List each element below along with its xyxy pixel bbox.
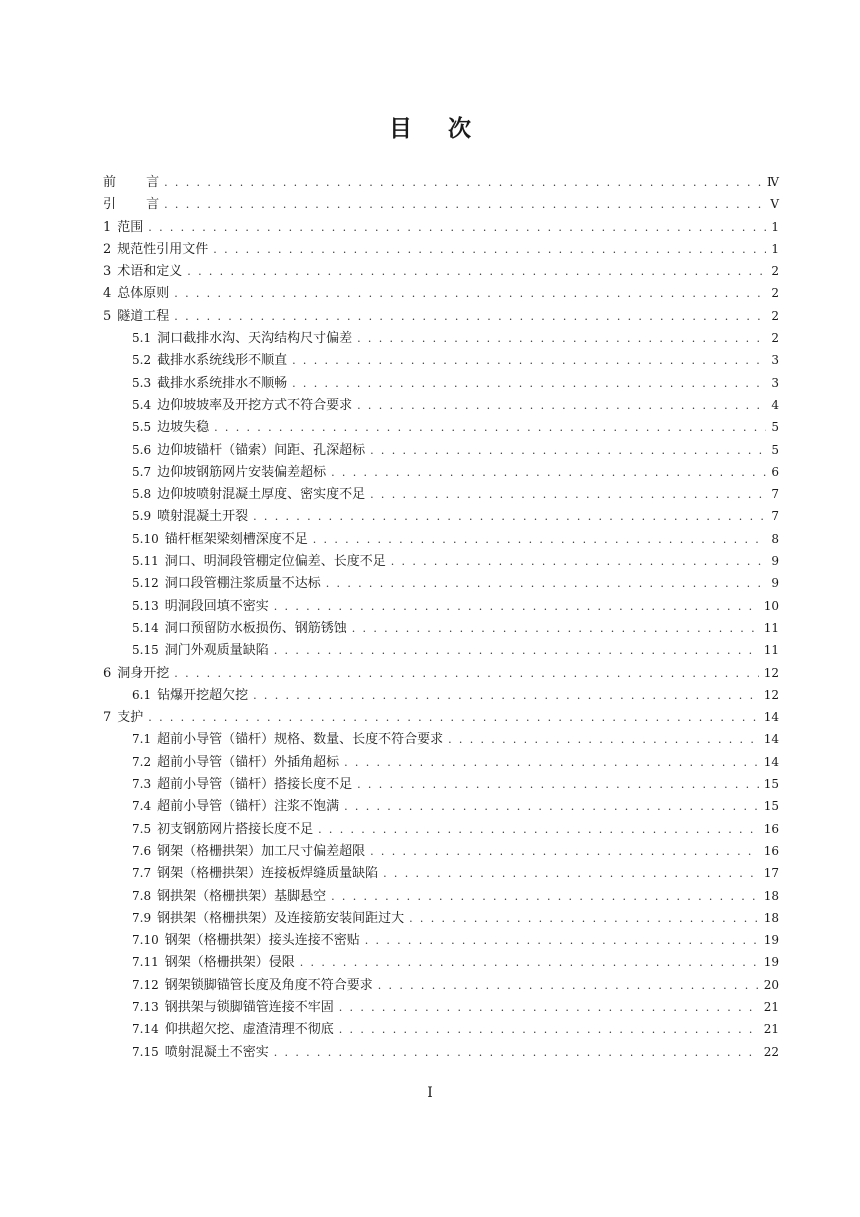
- toc-leader-dots: [318, 819, 759, 841]
- toc-leader-dots: [164, 172, 762, 194]
- toc-entry-page: 19: [763, 933, 779, 948]
- toc-entry-page: 18: [763, 888, 779, 903]
- toc-entry-label: 超前小导管（锚杆）注浆不饱满: [157, 799, 340, 815]
- toc-leader-dots: [331, 462, 766, 484]
- toc-entry-number: 5.9: [132, 509, 152, 524]
- toc-leader-dots: [378, 975, 759, 997]
- toc-entry[interactable]: [103, 305, 779, 327]
- toc-entry-number: 5.8: [132, 487, 152, 502]
- toc-entry-label: 喷射混凝土不密实: [164, 1044, 269, 1060]
- toc-entry[interactable]: [103, 684, 779, 706]
- toc-entry[interactable]: [103, 1041, 779, 1063]
- toc-entry[interactable]: [103, 505, 779, 527]
- toc-entry-label: 洞身开挖: [117, 665, 170, 681]
- toc-entry-label: 支护: [117, 710, 144, 726]
- toc-entry-number: 5.4: [132, 397, 152, 412]
- toc-leader-dots: [174, 663, 758, 685]
- toc-leader-dots: [383, 863, 759, 885]
- toc-entry-label: 总体原则: [117, 286, 170, 302]
- toc-entry[interactable]: [103, 773, 779, 795]
- toc-entry[interactable]: [103, 595, 779, 617]
- toc-leader-dots: [148, 217, 766, 239]
- toc-leader-dots: [331, 886, 759, 908]
- toc-entry[interactable]: [103, 1018, 779, 1040]
- toc-leader-dots: [274, 1042, 759, 1064]
- toc-leader-dots: [352, 618, 759, 640]
- toc-leader-dots: [448, 729, 759, 751]
- toc-entry-page: 7: [771, 509, 779, 524]
- toc-leader-dots: [357, 328, 766, 350]
- toc-leader-dots: [391, 551, 766, 573]
- toc-entry-number: 7.6: [132, 843, 152, 858]
- toc-entry-page: 5: [771, 442, 779, 457]
- toc-entry-number: 7.1: [132, 732, 152, 747]
- toc-entry[interactable]: [103, 662, 779, 684]
- toc-entry-page: 1: [771, 219, 779, 234]
- toc-entry-page: 12: [763, 665, 779, 680]
- toc-entry-page: 1: [771, 241, 779, 256]
- toc-entry-page: 9: [771, 554, 779, 569]
- toc-entry-label: 洞门外观质量缺陷: [164, 643, 269, 659]
- toc-entry-number: 4: [103, 286, 112, 302]
- toc-entry[interactable]: [103, 349, 779, 371]
- toc-entry[interactable]: [103, 751, 779, 773]
- toc-entry-page: 3: [771, 353, 779, 368]
- toc-entry-label: 钢架（格栅拱架）侵限: [164, 955, 295, 971]
- toc-leader-dots: [370, 484, 766, 506]
- toc-entry-number: 7.5: [132, 821, 152, 836]
- toc-entry-label: 边仰坡喷射混凝土厚度、密实度不足: [157, 487, 366, 503]
- toc-entry[interactable]: [103, 238, 779, 260]
- toc-leader-dots: [339, 997, 759, 1019]
- toc-entry[interactable]: [103, 260, 779, 282]
- toc-entry-number: 7.13: [132, 999, 159, 1014]
- toc-entry-label: 钢架（格栅拱架）连接板焊缝质量缺陷: [157, 866, 379, 882]
- toc-entry-page: 5: [771, 420, 779, 435]
- toc-entry-page: 21: [763, 999, 779, 1014]
- toc-entry[interactable]: [103, 171, 779, 193]
- toc-entry-number: 7.8: [132, 888, 152, 903]
- toc-entry-page: 18: [763, 910, 779, 925]
- toc-leader-dots: [187, 261, 766, 283]
- toc-leader-dots: [253, 506, 766, 528]
- toc-entry-label: 截排水系统线形不顺直: [157, 353, 288, 369]
- toc-entry-page: 14: [763, 732, 779, 747]
- toc-leader-dots: [253, 685, 759, 707]
- table-of-contents: [103, 171, 779, 1063]
- toc-entry-page: 8: [771, 531, 779, 546]
- toc-leader-dots: [409, 908, 759, 930]
- toc-entry[interactable]: [103, 193, 779, 215]
- toc-leader-dots: [357, 395, 766, 417]
- toc-leader-dots: [326, 573, 766, 595]
- toc-entry-number: 2: [103, 241, 112, 257]
- toc-entry-label: 钢拱架（格栅拱架）及连接筋安装间距过大: [157, 910, 405, 926]
- toc-entry-number: 7.14: [132, 1022, 159, 1037]
- toc-entry-label: 边仰坡锚杆（锚索）间距、孔深超标: [157, 442, 366, 458]
- toc-entry[interactable]: [103, 974, 779, 996]
- toc-leader-dots: [213, 239, 766, 261]
- toc-entry-number: 7.15: [132, 1044, 159, 1059]
- toc-entry[interactable]: [103, 639, 779, 661]
- toc-leader-dots: [274, 640, 759, 662]
- toc-entry-number: 5.14: [132, 620, 159, 635]
- toc-leader-dots: [313, 529, 766, 551]
- toc-entry-page: 19: [763, 955, 779, 970]
- toc-leader-dots: [370, 440, 766, 462]
- toc-entry-number: 6.1: [132, 687, 152, 702]
- toc-leader-dots: [357, 774, 759, 796]
- toc-entry[interactable]: [103, 840, 779, 862]
- toc-entry-page: 6: [771, 464, 779, 479]
- toc-entry-page: 22: [763, 1044, 779, 1059]
- toc-entry-page: 20: [763, 977, 779, 992]
- toc-entry[interactable]: [103, 996, 779, 1018]
- toc-entry-label: 截排水系统排水不顺畅: [157, 375, 288, 391]
- toc-entry-page: 3: [771, 375, 779, 390]
- toc-entry-number: 5.13: [132, 598, 159, 613]
- toc-entry-page: 16: [763, 843, 779, 858]
- toc-entry-label: 明洞段回填不密实: [164, 598, 269, 614]
- toc-entry-number: 5.2: [132, 353, 152, 368]
- toc-leader-dots: [292, 373, 766, 395]
- toc-entry[interactable]: [103, 528, 779, 550]
- toc-entry[interactable]: [103, 550, 779, 572]
- toc-entry[interactable]: [103, 818, 779, 840]
- toc-entry-number: 5: [103, 308, 112, 324]
- toc-leader-dots: [164, 194, 765, 216]
- toc-entry[interactable]: [103, 617, 779, 639]
- toc-entry[interactable]: [103, 327, 779, 349]
- toc-entry[interactable]: [103, 216, 779, 238]
- toc-entry-label: 前 言: [103, 175, 173, 190]
- toc-entry-page: 2: [771, 264, 779, 279]
- toc-entry-number: 6: [103, 665, 112, 681]
- toc-entry-number: 7.7: [132, 866, 152, 881]
- toc-entry-page: 12: [763, 687, 779, 702]
- toc-entry-number: 7.2: [132, 754, 152, 769]
- toc-leader-dots: [365, 930, 759, 952]
- toc-entry-number: 7.9: [132, 910, 152, 925]
- toc-entry[interactable]: [103, 483, 779, 505]
- toc-entry[interactable]: [103, 728, 779, 750]
- toc-entry[interactable]: [103, 372, 779, 394]
- toc-leader-dots: [300, 952, 759, 974]
- toc-entry-page: Ⅴ: [770, 197, 779, 212]
- toc-entry-number: 7.12: [132, 977, 159, 992]
- toc-entry-label: 洞口段管棚注浆质量不达标: [164, 576, 321, 592]
- toc-entry-page: 15: [763, 777, 779, 792]
- toc-leader-dots: [214, 417, 766, 439]
- toc-entry-page: 15: [763, 799, 779, 814]
- toc-entry[interactable]: [103, 282, 779, 304]
- toc-entry-page: 4: [771, 397, 779, 412]
- toc-entry-label: 钢架（格栅拱架）接头连接不密贴: [164, 933, 360, 949]
- toc-entry-number: 7.3: [132, 777, 152, 792]
- toc-entry-label: 初支钢筋网片搭接长度不足: [157, 821, 314, 837]
- toc-entry-number: 7.10: [132, 933, 159, 948]
- toc-entry-page: 11: [763, 643, 779, 658]
- toc-entry-label: 边仰坡钢筋网片安装偏差超标: [157, 464, 327, 480]
- toc-entry[interactable]: [103, 706, 779, 728]
- toc-entry-page: 21: [763, 1022, 779, 1037]
- toc-entry-label: 规范性引用文件: [117, 241, 209, 257]
- toc-entry-page: 10: [763, 598, 779, 613]
- toc-entry[interactable]: [103, 461, 779, 483]
- toc-entry-number: 5.3: [132, 375, 152, 390]
- toc-entry-label: 仰拱超欠挖、虚渣清理不彻底: [164, 1022, 334, 1038]
- toc-entry-number: 5.6: [132, 442, 152, 457]
- toc-entry-label: 隧道工程: [117, 308, 170, 324]
- toc-leader-dots: [274, 596, 759, 618]
- toc-entry-number: 5.7: [132, 464, 152, 479]
- toc-entry-number: 7.4: [132, 799, 152, 814]
- toc-entry[interactable]: [103, 439, 779, 461]
- toc-entry-label: 锚杆框架梁刻槽深度不足: [164, 531, 308, 547]
- toc-entry-label: 术语和定义: [117, 264, 183, 280]
- toc-entry[interactable]: [103, 394, 779, 416]
- toc-entry-label: 边仰坡坡率及开挖方式不符合要求: [157, 397, 353, 413]
- toc-entry-label: 洞口截排水沟、天沟结构尺寸偏差: [157, 331, 353, 347]
- toc-entry-number: 5.15: [132, 643, 159, 658]
- toc-entry-number: 5.11: [132, 554, 159, 569]
- toc-entry-page: 2: [771, 286, 779, 301]
- toc-entry-label: 范围: [117, 219, 144, 235]
- toc-entry-number: 5.10: [132, 531, 159, 546]
- toc-entry-number: 7.11: [132, 955, 159, 970]
- toc-leader-dots: [174, 283, 766, 305]
- toc-entry-page: 17: [763, 866, 779, 881]
- toc-entry-page: 9: [771, 576, 779, 591]
- toc-leader-dots: [148, 707, 758, 729]
- page-title: 目 次: [388, 115, 485, 142]
- toc-entry[interactable]: [103, 951, 779, 973]
- toc-entry[interactable]: [103, 416, 779, 438]
- toc-entry-label: 钢拱架与锁脚锚管连接不牢固: [164, 999, 334, 1015]
- page-number: I: [427, 1085, 433, 1101]
- toc-leader-dots: [339, 1019, 759, 1041]
- toc-entry-number: 5.12: [132, 576, 159, 591]
- toc-entry-label: 超前小导管（锚杆）搭接长度不足: [157, 777, 353, 793]
- toc-entry-page: 2: [771, 331, 779, 346]
- toc-entry-label: 边坡失稳: [157, 420, 210, 436]
- toc-entry-number: 1: [103, 219, 112, 235]
- toc-leader-dots: [174, 306, 766, 328]
- toc-entry-label: 引 言: [103, 197, 173, 213]
- toc-entry-number: 5.1: [132, 331, 152, 346]
- toc-entry-label: 洞口、明洞段管棚定位偏差、长度不足: [164, 554, 386, 570]
- toc-entry-page: 16: [763, 821, 779, 836]
- toc-entry-label: 钢拱架（格栅拱架）基脚悬空: [157, 888, 327, 904]
- toc-entry[interactable]: [103, 862, 779, 884]
- toc-entry-page: Ⅳ: [767, 175, 779, 189]
- toc-entry[interactable]: [103, 885, 779, 907]
- toc-entry[interactable]: [103, 929, 779, 951]
- toc-leader-dots: [292, 350, 766, 372]
- toc-entry-label: 钢架锁脚锚管长度及角度不符合要求: [164, 977, 373, 993]
- toc-entry[interactable]: [103, 907, 779, 929]
- toc-entry-label: 钢架（格栅拱架）加工尺寸偏差超限: [157, 843, 366, 859]
- toc-entry-page: 14: [763, 754, 779, 769]
- toc-entry[interactable]: [103, 572, 779, 594]
- toc-entry-label: 喷射混凝土开裂: [157, 509, 249, 525]
- toc-entry-label: 超前小导管（锚杆）外插角超标: [157, 754, 340, 770]
- toc-entry-label: 洞口预留防水板损伤、钢筋锈蚀: [164, 620, 347, 636]
- toc-entry-number: 7: [103, 710, 112, 726]
- toc-entry[interactable]: [103, 795, 779, 817]
- toc-entry-page: 14: [763, 710, 779, 725]
- toc-entry-page: 11: [763, 620, 779, 635]
- toc-entry-number: 5.5: [132, 420, 152, 435]
- toc-entry-label: 钻爆开挖超欠挖: [157, 687, 249, 703]
- toc-entry-page: 7: [771, 487, 779, 502]
- toc-entry-label: 超前小导管（锚杆）规格、数量、长度不符合要求: [157, 732, 444, 748]
- toc-leader-dots: [370, 841, 759, 863]
- toc-leader-dots: [344, 752, 759, 774]
- toc-entry-page: 2: [771, 308, 779, 323]
- toc-entry-number: 3: [103, 264, 112, 280]
- toc-leader-dots: [344, 796, 759, 818]
